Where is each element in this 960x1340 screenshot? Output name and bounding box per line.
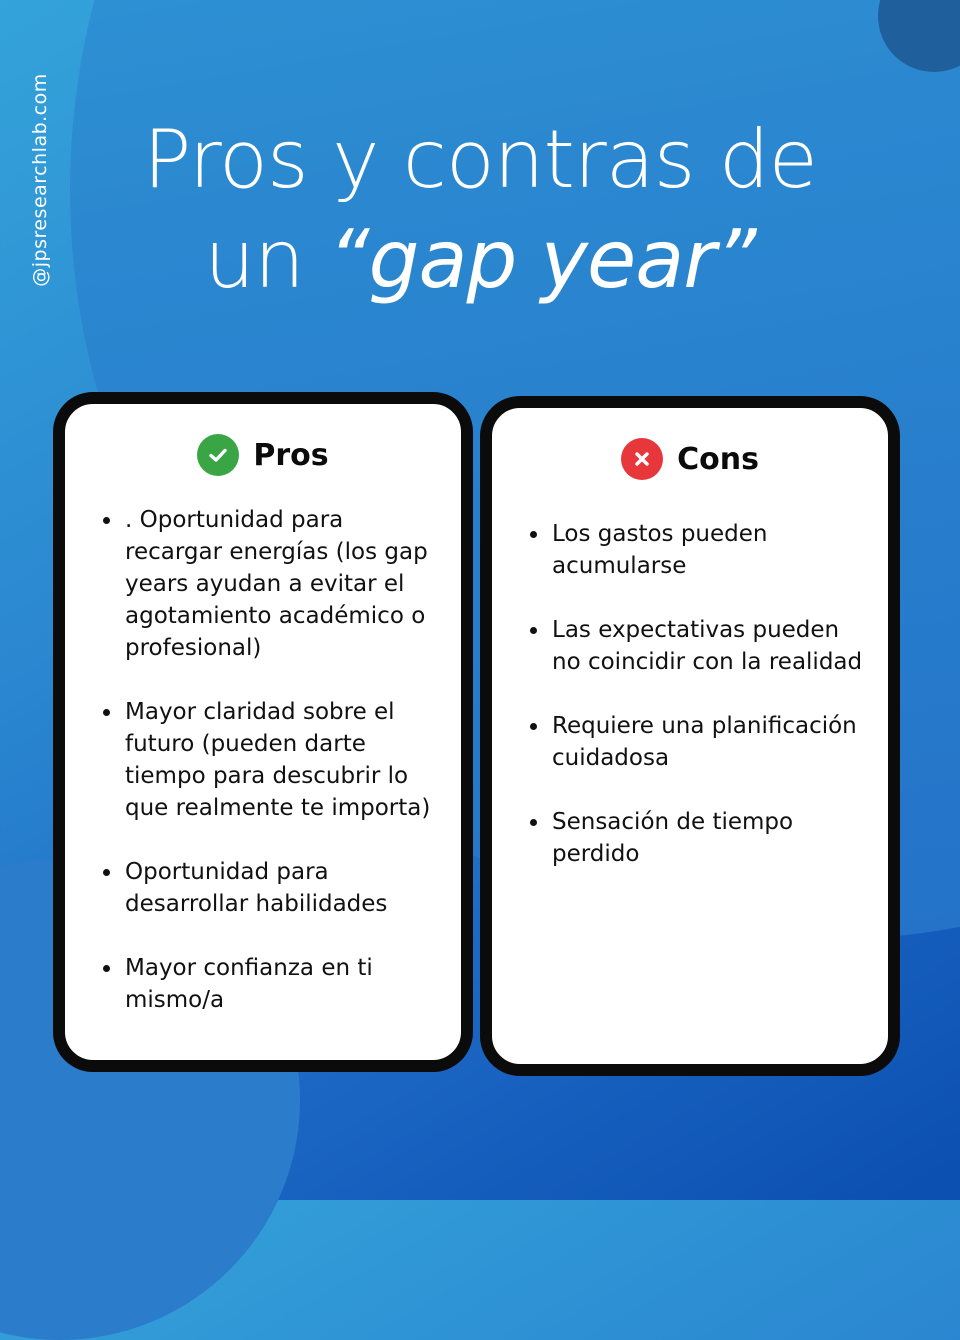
list-item: Sensación de tiempo perdido bbox=[530, 806, 874, 870]
list-item: Los gastos pueden acumularse bbox=[530, 518, 874, 582]
pros-header bbox=[65, 434, 461, 476]
pros-list bbox=[103, 504, 447, 1048]
title-line-2-prefix: un bbox=[204, 213, 329, 306]
title-emphasis: “gap year” bbox=[328, 213, 756, 306]
account-handle: @jpsresearchlab.com bbox=[29, 73, 51, 287]
cons-card bbox=[480, 396, 900, 1076]
pros-card bbox=[53, 392, 473, 1072]
x-circle-icon bbox=[621, 438, 663, 480]
list-item: . Oportunidad para recargar energías (los gap years ayudan a evitar el agotamiento académico o profesional) bbox=[103, 504, 447, 664]
page-title bbox=[0, 110, 960, 310]
list-item: Las expectativas pueden no coincidir con la realidad bbox=[530, 614, 874, 678]
list-item: Mayor confianza en ti mismo/a bbox=[103, 952, 447, 1016]
cons-list bbox=[530, 518, 874, 902]
list-item: Requiere una planificación cuidadosa bbox=[530, 710, 874, 774]
title-line-2 bbox=[0, 210, 960, 310]
cons-header bbox=[492, 438, 888, 480]
title-line-1: Pros y contras de bbox=[143, 113, 817, 206]
list-item: Mayor claridad sobre el futuro (pueden darte tiempo para descubrir lo que realmente te importa) bbox=[103, 696, 447, 824]
list-item: Oportunidad para desarrollar habilidades bbox=[103, 856, 447, 920]
check-circle-icon bbox=[197, 434, 239, 476]
pros-heading: Pros bbox=[253, 437, 329, 473]
cons-heading: Cons bbox=[677, 441, 759, 477]
